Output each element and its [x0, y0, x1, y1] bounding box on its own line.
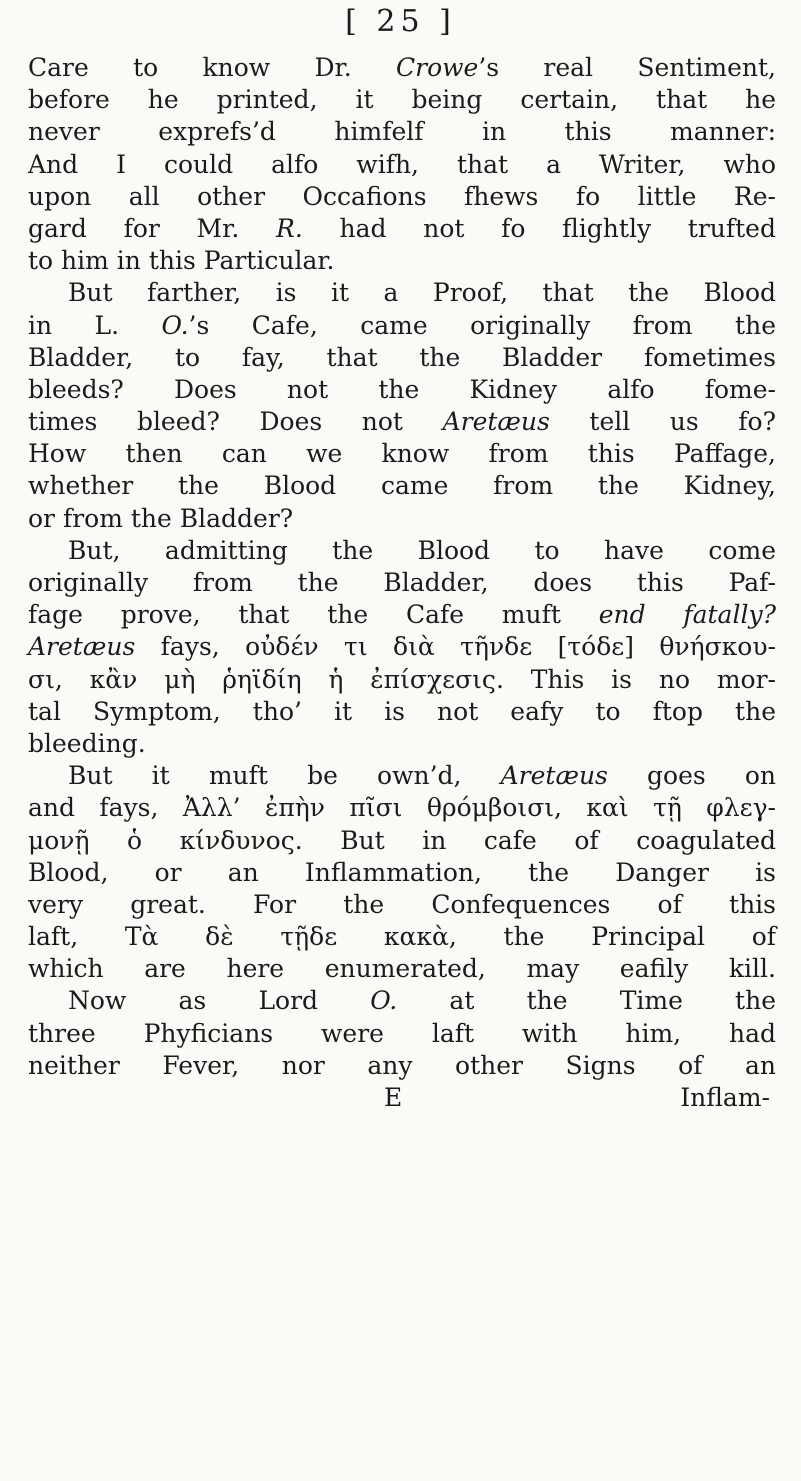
text-run: Now as Lord [68, 986, 371, 1016]
text-line [28, 921, 776, 953]
italic-run: O. [161, 310, 189, 340]
text-line [28, 631, 776, 663]
text-line [28, 599, 776, 631]
text-line [28, 181, 776, 213]
text-run: ’s real Sentiment, [478, 53, 776, 82]
text-run: laft, Τὰ δὲ τῇδε κακὰ, the Principal of [28, 922, 776, 952]
text-run: to him in this Particular. [28, 246, 335, 276]
text-line [28, 792, 776, 824]
text-line [28, 406, 776, 438]
text-line [28, 1050, 776, 1082]
text-line [28, 438, 776, 470]
text-line [28, 342, 776, 374]
italic-run: O. [370, 986, 398, 1016]
text-run: bleeding. [28, 728, 146, 758]
text-line [28, 664, 776, 696]
text-line [28, 728, 776, 760]
text-run: never exprefs’d himfelf in this manner: [28, 117, 776, 147]
text-run: neither Fever, nor any other Signs of an [28, 1050, 776, 1080]
text-line [28, 535, 776, 567]
text-line [28, 696, 776, 728]
italic-run: Crowe [395, 53, 479, 82]
text-run: upon all other Occafions fhews fo little Re- [28, 181, 776, 211]
text-run: before he printed, it being certain, that he [28, 85, 776, 115]
italic-run: Aretæus [500, 761, 608, 791]
text-run: or from the Bladder? [28, 503, 294, 533]
text-line [28, 213, 776, 245]
catchword: Inflam- [680, 1083, 770, 1112]
text-run: Blood, or an Inflammation, the Danger is [28, 857, 776, 887]
text-run: fays, οὐδέν τι διὰ τῆνδε [τόδε] θνήσκου- [135, 632, 776, 662]
text-run: goes on [607, 761, 776, 791]
text-run: fage prove, that the Cafe muft [28, 600, 599, 630]
signature-mark: E [384, 1083, 403, 1112]
text-run: How then can we know from this Paffage, [28, 439, 776, 469]
text-line [28, 277, 776, 309]
text-run: But, admitting the Blood to have come [68, 535, 776, 565]
text-run: But it muft be own’d, [68, 761, 501, 791]
text-line [28, 470, 776, 502]
text-run: σι, κἂν μὴ ῥηϊδίη ἡ ἐπίσχεσις. This is no mor- [28, 664, 776, 694]
text-run: at the Time the [397, 986, 777, 1016]
italic-run: end fatally? [598, 600, 776, 630]
italic-run: Aretæus [442, 407, 550, 437]
text-run: And I could alfo wifh, that a Writer, who [28, 149, 776, 179]
text-line [28, 857, 776, 889]
text-line [28, 310, 776, 342]
text-line [28, 825, 776, 857]
text-run: which are here enumerated, may eafily kill. [28, 954, 776, 984]
text-run: very great. For the Confequences of this [28, 889, 776, 919]
text-run: in L. [28, 310, 162, 340]
text-run: originally from the Bladder, does this Paf- [28, 568, 776, 597]
text-run: three Phyficians were laft with him, had [28, 1018, 776, 1048]
text-run: Care to know Dr. [28, 53, 396, 82]
page-number: [ 25 ] [345, 4, 456, 39]
text-run: gard for Mr. [28, 213, 276, 243]
text-line [28, 245, 776, 277]
text-line [28, 149, 776, 181]
text-line [28, 760, 776, 792]
text-run: But farther, is it a Proof, that the Blood [68, 278, 776, 308]
text-run: μονῇ ὁ κίνδυνος. But in cafe of coagulated [28, 825, 776, 855]
text-run: Bladder, to fay, that the Bladder fometimes [28, 342, 776, 372]
italic-run: R. [276, 213, 303, 243]
text-line [28, 567, 776, 599]
text-line [28, 84, 776, 116]
text-line [28, 374, 776, 406]
page-footer [28, 1082, 776, 1114]
text-line [28, 889, 776, 921]
text-line [28, 953, 776, 985]
text-run: and fays, Ἀλλ’ ἐπὴν πῖσι θρόμβοισι, καὶ τῇ φλεγ- [28, 793, 776, 823]
body-text [28, 52, 776, 1114]
text-run: whether the Blood came from the Kidney, [28, 471, 776, 501]
text-line [28, 1018, 776, 1050]
italic-run: Aretæus [28, 632, 136, 662]
text-run: had not fo flightly trufted [302, 213, 776, 243]
text-line [28, 116, 776, 148]
text-run: tal Symptom, tho’ it is not eafy to ftop the [28, 696, 776, 726]
text-run: times bleed? Does not [28, 407, 443, 437]
text-run: tell us fo? [549, 407, 777, 437]
text-line [28, 503, 776, 535]
text-line [28, 52, 776, 84]
text-run: ’s Cafe, came originally from the [188, 310, 776, 340]
text-line [28, 985, 776, 1017]
text-run: bleeds? Does not the Kidney alfo fome- [28, 374, 776, 404]
